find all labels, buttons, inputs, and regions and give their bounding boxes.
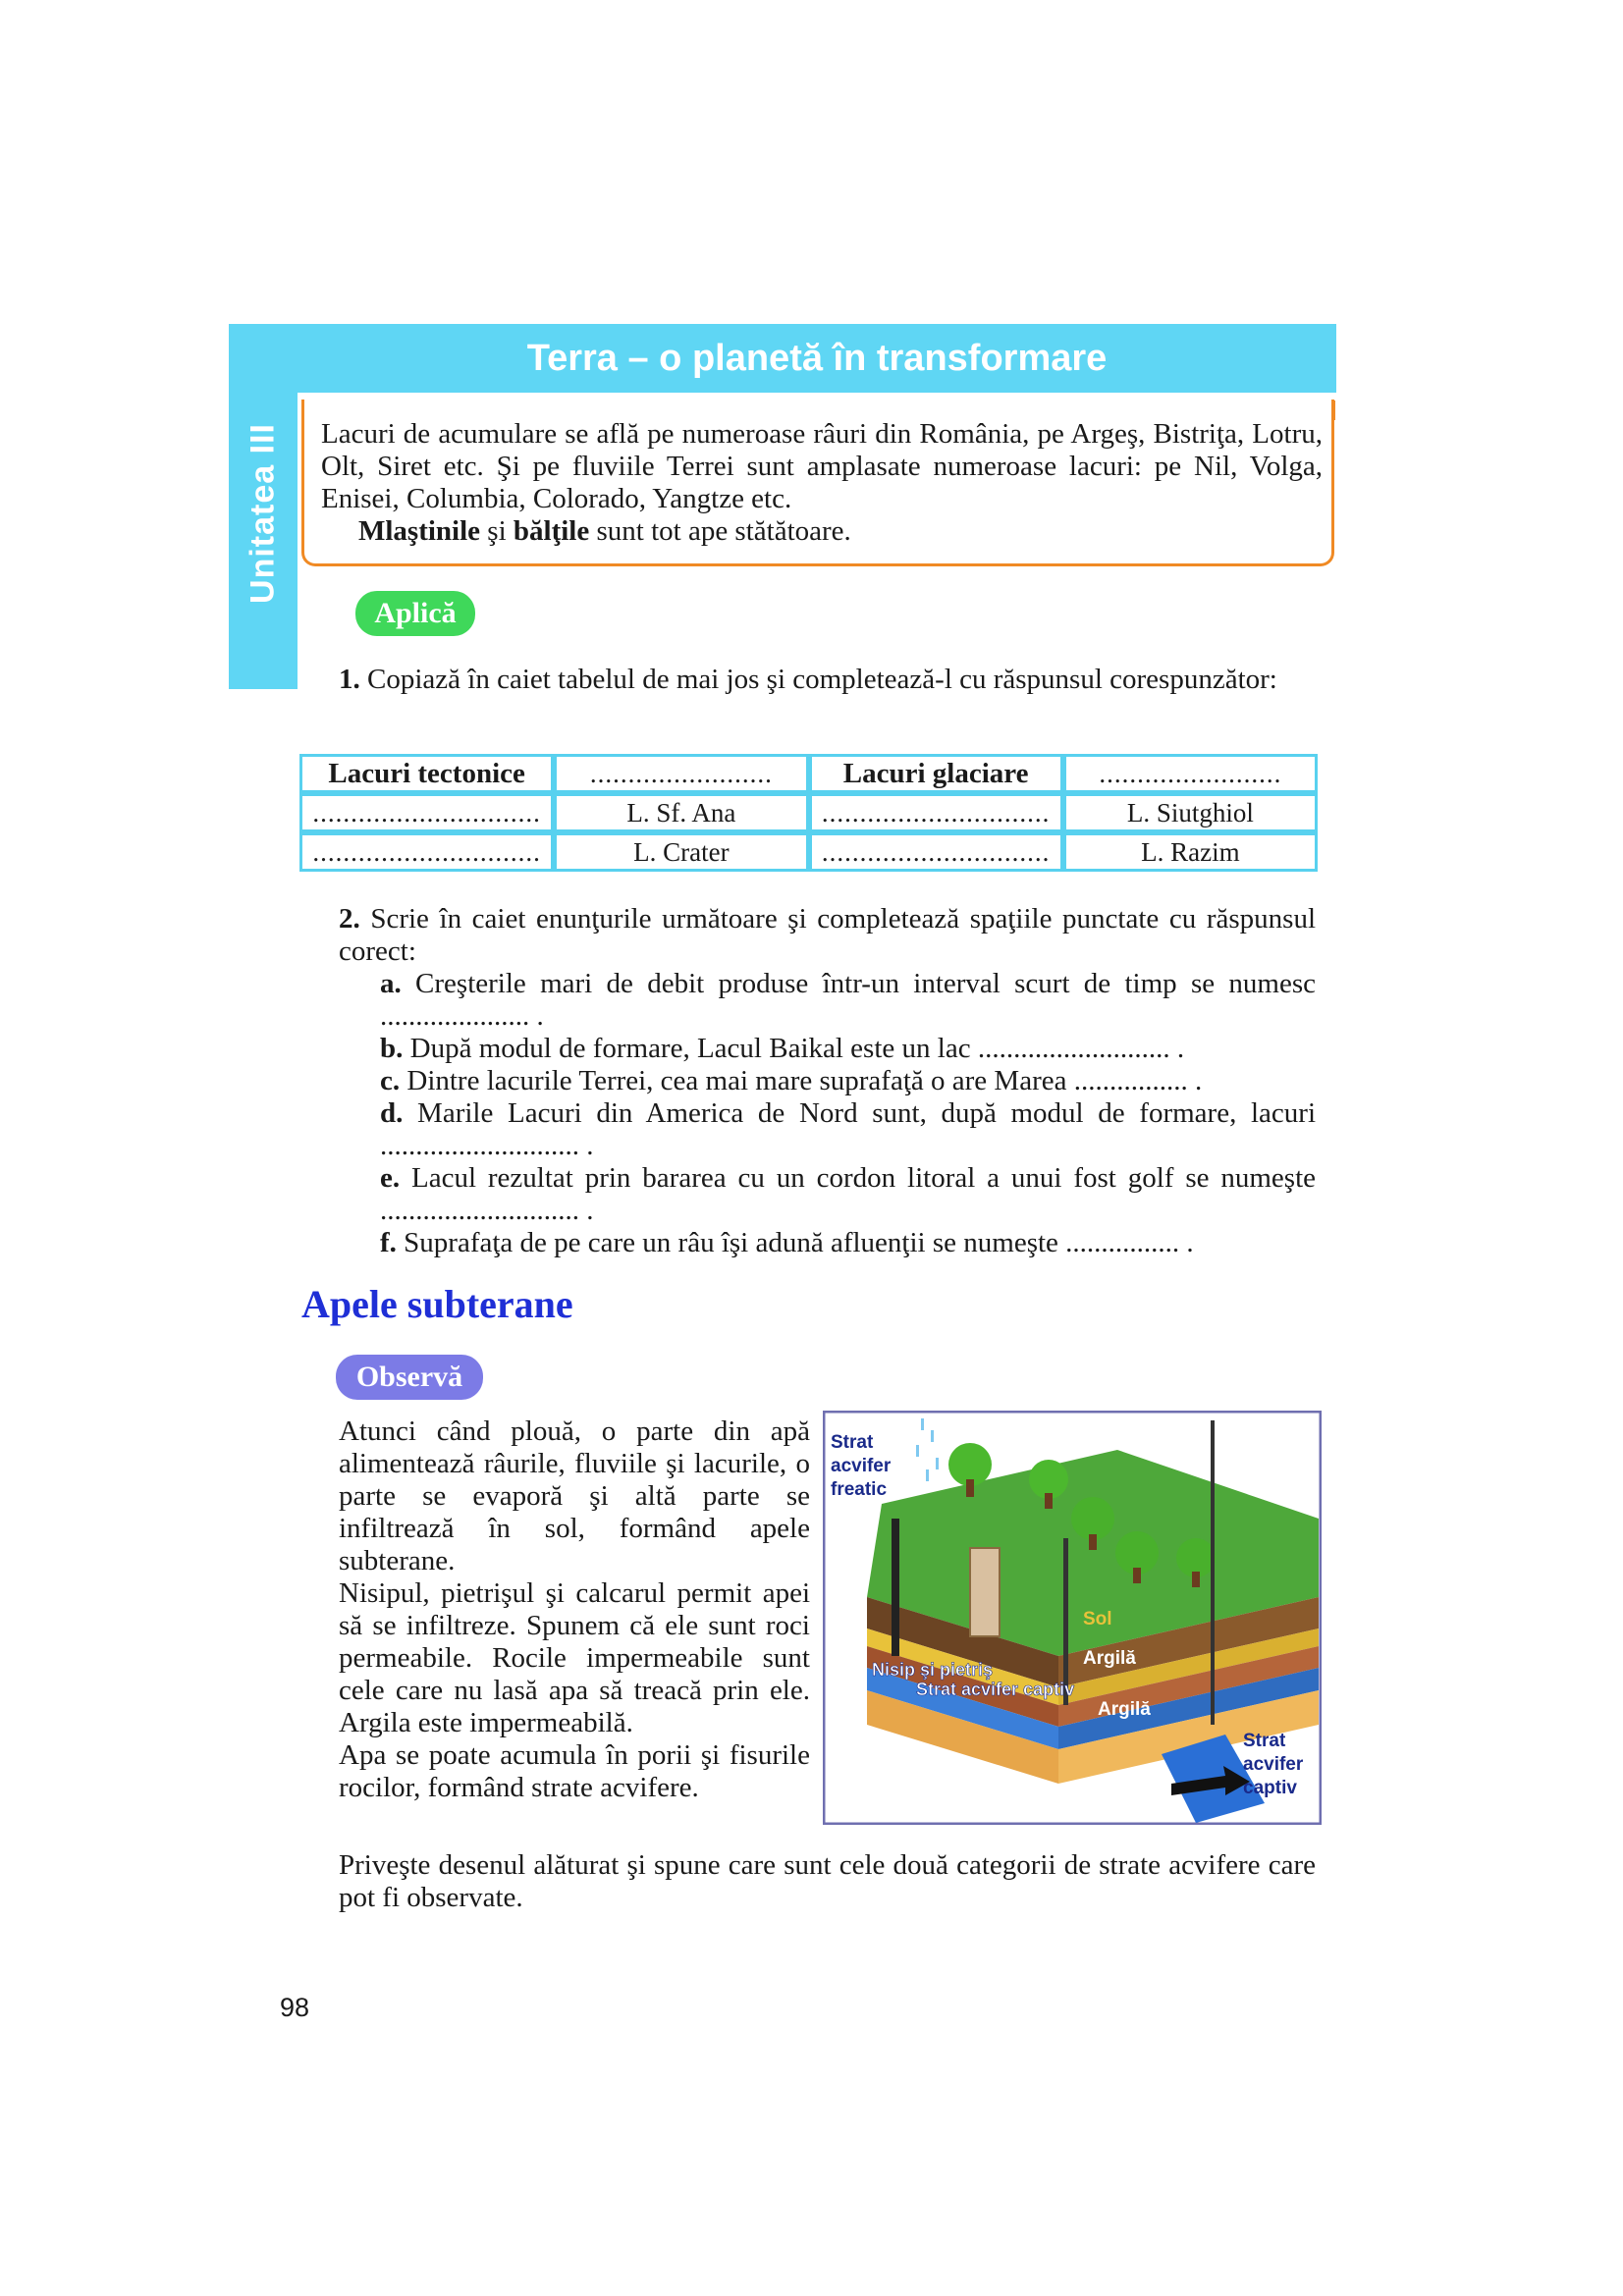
label-strat-freatic: acvifer bbox=[831, 1456, 892, 1476]
label-strat-captiv: Strat acvifer captiv bbox=[916, 1680, 1075, 1699]
intro-text bbox=[321, 418, 1323, 548]
exercise-2-item bbox=[301, 1097, 1316, 1162]
table-row bbox=[299, 793, 1318, 832]
table-cell: L. Sf. Ana bbox=[554, 793, 808, 832]
label-nisip: Nisip şi pietriş bbox=[872, 1660, 994, 1680]
aquifer-diagram bbox=[823, 1411, 1322, 1825]
observa-paragraph: Atunci când plouă, o parte din apă alimentează râurile, fluviile şi lacurile, o parte se evaporă şi altă parte se infiltrează în sol, formând apele subterane. bbox=[339, 1415, 810, 1576]
label-strat-captiv-right: captiv bbox=[1243, 1778, 1297, 1798]
unit-label-text: Unitatea III bbox=[243, 423, 282, 605]
artesian-pipe-icon bbox=[1211, 1420, 1215, 1725]
label-argila-2: Argilă bbox=[1098, 1699, 1151, 1720]
label-strat-captiv-right: Strat bbox=[1243, 1731, 1286, 1751]
section-title: Apele subterane bbox=[301, 1282, 573, 1326]
item-text: Marile Lacuri din America de Nord sunt, după modul de formare, lacuri ............................ . bbox=[380, 1097, 1316, 1161]
label-strat-freatic: Strat bbox=[831, 1432, 874, 1453]
item-letter: d. bbox=[380, 1097, 404, 1129]
intro-paragraph: Lacuri de acumulare se află pe numeroase râuri din România, pe Argeş, Bistriţa, Lotru, Olt, Siret etc. Şi pe fluviile Terrei sunt amplasate numeroase lacuri: pe Nil, Volga, Enisei, Columbia, Colorado, Yangtze etc. bbox=[321, 418, 1323, 514]
table-cell: L. Siutghiol bbox=[1063, 793, 1318, 832]
observa-paragraph: Apa se poate acumula în porii şi fisurile rocilor, formând strate acvifere. bbox=[339, 1739, 810, 1803]
bold-term: bălţile bbox=[513, 515, 590, 547]
exercise-number: 1. bbox=[339, 664, 360, 695]
table-cell: L. Razim bbox=[1063, 832, 1318, 872]
table-row bbox=[299, 754, 1318, 793]
item-letter: b. bbox=[380, 1033, 404, 1064]
table-cell: .............................. bbox=[809, 832, 1063, 872]
exercise-1 bbox=[301, 664, 1316, 696]
exercise-2-item bbox=[301, 1162, 1316, 1227]
intro-box-corner bbox=[1331, 400, 1335, 420]
well-icon bbox=[970, 1548, 1000, 1636]
item-text: Suprafaţa de pe care un râu îşi adună afluenţii se numeşte ................ . bbox=[396, 1227, 1194, 1258]
exercise-number: 2. bbox=[339, 903, 360, 934]
exercise-2-item bbox=[301, 1033, 1316, 1065]
table-cell: ........................ bbox=[554, 754, 808, 793]
item-text: Creşterile mari de debit produse într-un interval scurt de timp se numesc ..................... . bbox=[380, 968, 1316, 1032]
lakes-table bbox=[299, 754, 1318, 872]
drill-icon bbox=[892, 1519, 899, 1656]
observa-paragraph: Nisipul, pietrişul şi calcarul permit apei să se infiltreze. Spunem că ele sunt roci permeabile. Rocile impermeabile sunt cele care nu lasă apa să treacă prin ele. Argila este impermeabilă. bbox=[339, 1577, 810, 1738]
exercise-2 bbox=[301, 903, 1316, 1259]
intro-paragraph-2 bbox=[321, 515, 1323, 548]
label-strat-captiv-right: acvifer bbox=[1243, 1754, 1304, 1775]
observa-paragraph: Priveşte desenul alăturat şi spune care sunt cele două categorii de strate acvifere care pot fi observate. bbox=[339, 1849, 1316, 1913]
page-number: 98 bbox=[280, 1993, 310, 2022]
exercise-text: Copiază în caiet tabelul de mai jos şi completează-l cu răspunsul corespunzător: bbox=[359, 664, 1277, 695]
page-title: Terra – o planetă în transformare bbox=[526, 338, 1108, 379]
exercise-1-text bbox=[301, 664, 1316, 696]
text: şi bbox=[480, 515, 514, 547]
text: sunt tot ape stătătoare. bbox=[589, 515, 851, 547]
item-letter: e. bbox=[380, 1162, 401, 1194]
exercise-2-item bbox=[301, 1227, 1316, 1259]
exercise-text: Scrie în caiet enunţurile următoare şi completează spaţiile punctate cu răspunsul corect: bbox=[339, 903, 1316, 967]
aplica-badge: Aplică bbox=[355, 591, 475, 636]
unit-label bbox=[229, 324, 298, 689]
observa-text bbox=[301, 1415, 810, 1804]
item-text: După modul de formare, Lacul Baikal este un lac ........................... . bbox=[403, 1033, 1185, 1064]
item-text: Lacul rezultat prin bararea cu un cordon litoral a unui fost golf se numeşte ............................ . bbox=[380, 1162, 1316, 1226]
table-header-cell: Lacuri glaciare bbox=[809, 754, 1063, 793]
table-row bbox=[299, 832, 1318, 872]
exercise-2-item bbox=[301, 968, 1316, 1033]
exercise-2-item bbox=[301, 1065, 1316, 1097]
exercise-2-intro bbox=[301, 903, 1316, 968]
label-sol: Sol bbox=[1083, 1609, 1112, 1629]
table-cell: .............................. bbox=[299, 832, 554, 872]
label-strat-freatic: freatic bbox=[831, 1479, 888, 1500]
table-cell: .............................. bbox=[809, 793, 1063, 832]
table-cell: .............................. bbox=[299, 793, 554, 832]
item-text: Dintre lacurile Terrei, cea mai mare suprafaţă o are Marea ................ . bbox=[400, 1065, 1203, 1096]
table-cell: ........................ bbox=[1063, 754, 1318, 793]
item-letter: a. bbox=[380, 968, 402, 999]
table-cell: L. Crater bbox=[554, 832, 808, 872]
observa-question bbox=[301, 1849, 1316, 1914]
table-header-cell: Lacuri tectonice bbox=[299, 754, 554, 793]
observa-badge: Observă bbox=[336, 1355, 483, 1400]
item-letter: f. bbox=[380, 1227, 397, 1258]
item-letter: c. bbox=[380, 1065, 401, 1096]
label-argila: Argilă bbox=[1083, 1648, 1136, 1669]
bold-term: Mlaştinile bbox=[358, 515, 481, 547]
